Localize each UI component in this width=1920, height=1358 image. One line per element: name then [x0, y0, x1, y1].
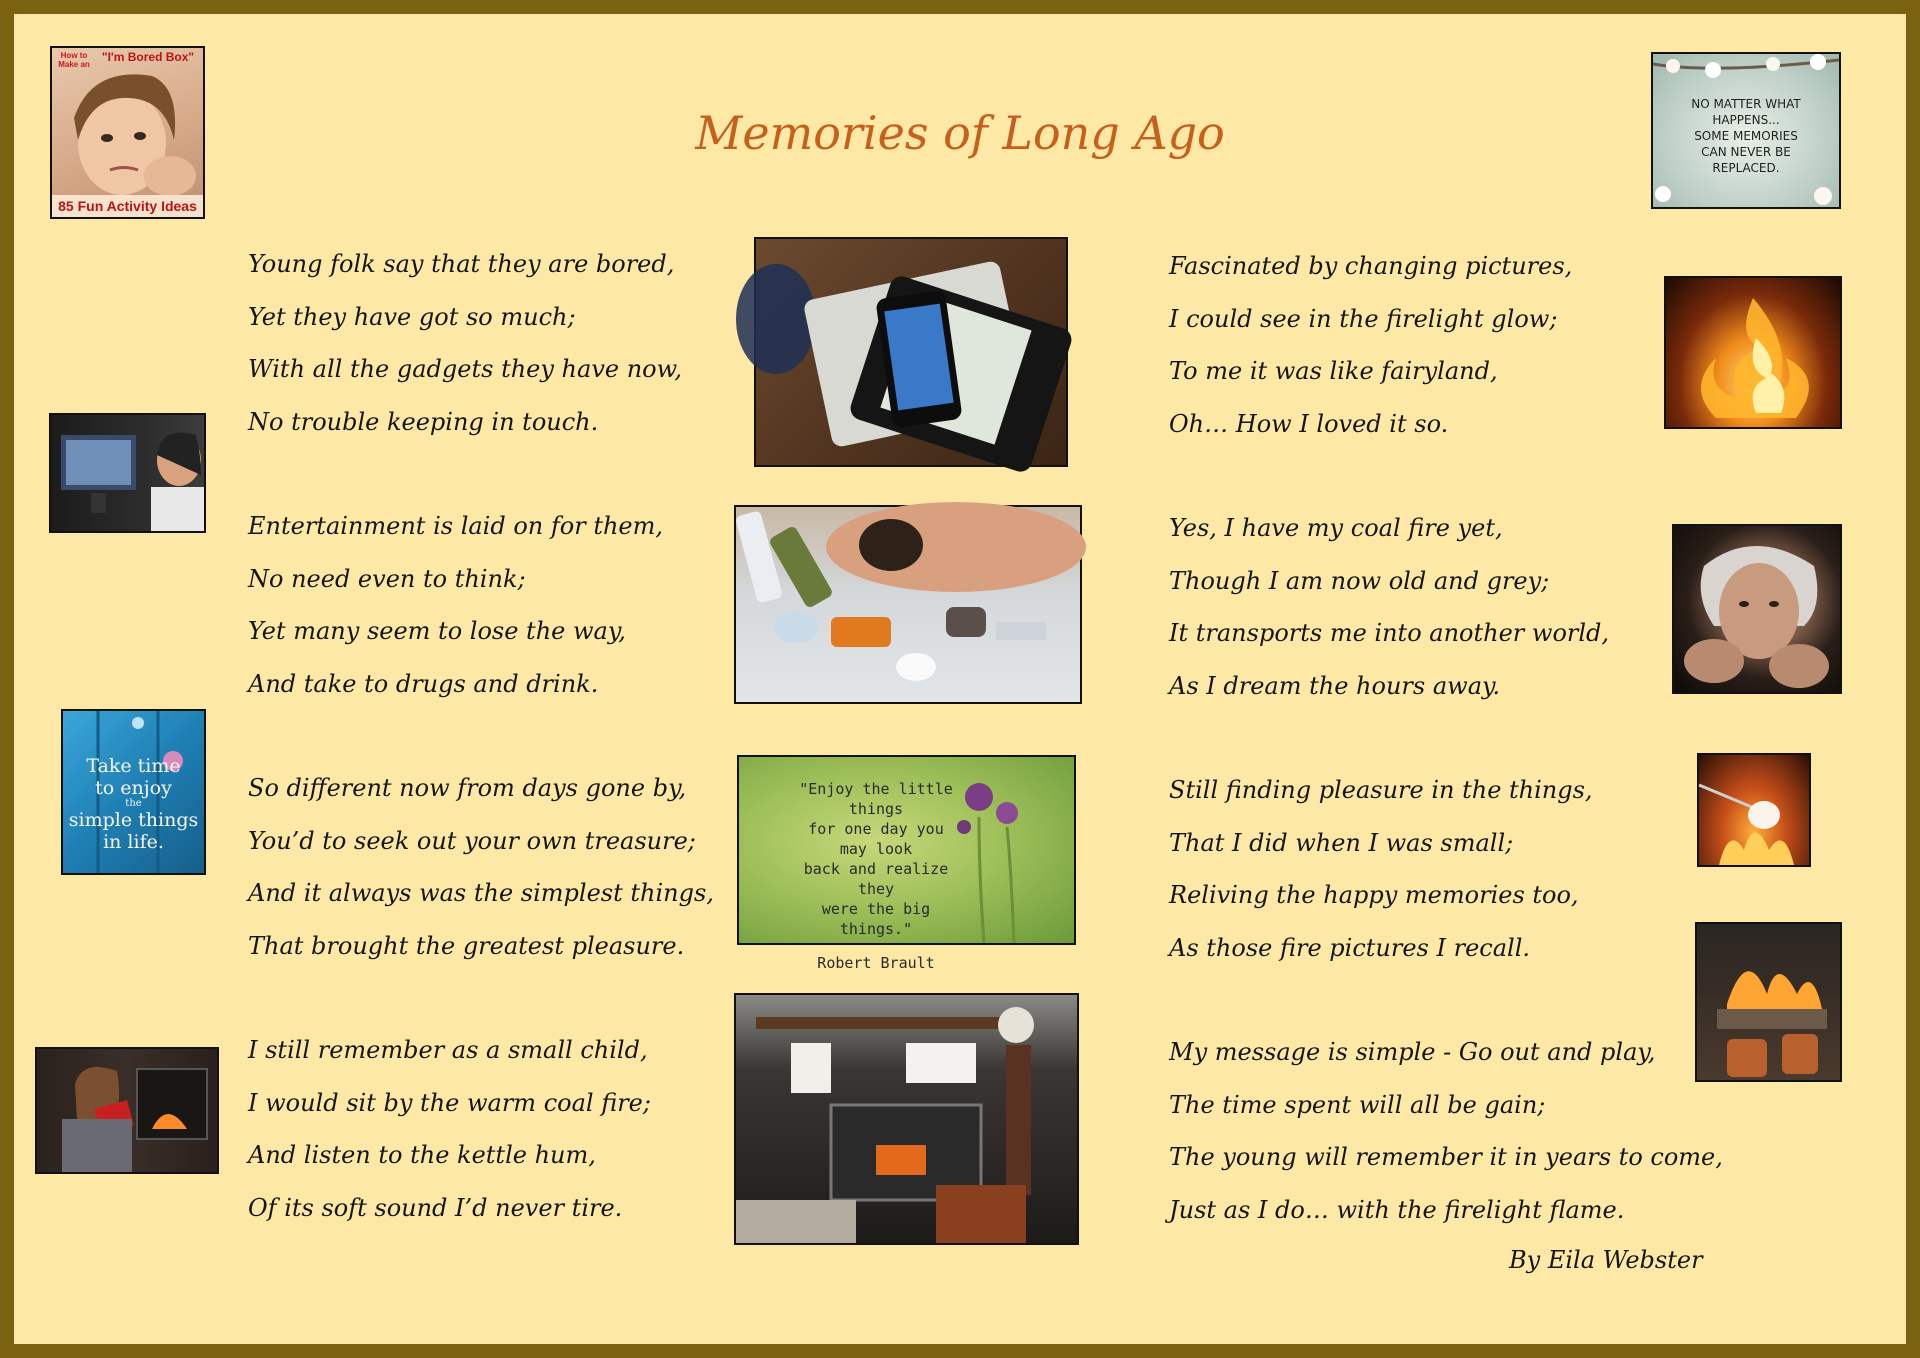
- stanza-right-3: [1169, 764, 1593, 974]
- poem-line: That brought the greatest pleasure.: [248, 931, 685, 960]
- poem-line: And it always was the simplest things,: [248, 879, 714, 907]
- stanza-left-3: [248, 762, 714, 972]
- poem-line: That I did when I was small;: [1169, 828, 1514, 857]
- quote-line: CAN NEVER BE: [1701, 145, 1791, 159]
- child-face-icon: [52, 48, 203, 217]
- quote-line: were the big things.": [821, 900, 931, 938]
- poem-line: I would sit by the warm coal fire;: [248, 1088, 651, 1117]
- stanza-left-4: [248, 1024, 651, 1234]
- poem-line: Oh… How I loved it so.: [1169, 409, 1449, 438]
- quote-line: REPLACED.: [1712, 161, 1780, 175]
- poem-line: No need even to think;: [248, 564, 526, 593]
- little-things-quote-text: [791, 779, 961, 973]
- stanza-right-1: [1169, 240, 1572, 450]
- poem-line: I could see in the firelight glow;: [1169, 304, 1558, 333]
- memories-quote-image: [1651, 52, 1841, 209]
- quote-line: for one day you may look: [808, 820, 944, 858]
- old-range-fireplace-photo: [734, 993, 1079, 1245]
- quote-line: back and realize they: [803, 860, 949, 898]
- poem-line: The time spent will all be gain;: [1169, 1090, 1546, 1119]
- computer-game-icon: [51, 415, 204, 531]
- quote-line: HAPPENS...: [1712, 113, 1780, 127]
- poem-line: And take to drugs and drink.: [248, 669, 599, 698]
- old-woman-photo: [1672, 524, 1842, 694]
- gamer-monitor-photo: [49, 413, 206, 533]
- sign-line: simple things: [68, 809, 199, 831]
- poem-line: So different now from days gone by,: [248, 774, 687, 802]
- poem-title: Memories of Long Ago: [695, 106, 1225, 160]
- poem-line: And listen to the kettle hum,: [248, 1141, 596, 1169]
- stanza-left-2: [248, 500, 663, 710]
- fireplace-mugs-photo: [1695, 922, 1842, 1082]
- poem-line: Just as I do… with the firelight flame.: [1169, 1195, 1625, 1224]
- poem-line: Entertainment is laid on for them,: [248, 512, 664, 540]
- smartphone-tablet-icon: [756, 239, 1066, 465]
- sign-line: Take time: [86, 755, 181, 777]
- quote-author: Robert Brault: [817, 954, 935, 972]
- poem-line: The young will remember it in years to come,: [1169, 1143, 1723, 1171]
- take-time-text: [63, 755, 204, 853]
- reading-book-icon: [37, 1049, 217, 1172]
- stanza-left-1: [248, 238, 682, 448]
- poem-line: As I dream the hours away.: [1169, 671, 1500, 700]
- drugs-drink-photo: [734, 505, 1082, 704]
- gadgets-photo: [754, 237, 1068, 467]
- poem-line: You’d to seek out your own treasure;: [248, 826, 696, 855]
- poem-line: Young folk say that they are bored,: [248, 250, 675, 278]
- stanza-right-4: [1169, 1026, 1723, 1236]
- quote-line: "Enjoy the little things: [799, 780, 953, 818]
- bored-box-caption-small: How to Make an: [58, 51, 90, 69]
- poem-line: Of its soft sound I’d never tire.: [248, 1193, 623, 1222]
- hot-mugs-icon: [1697, 924, 1840, 1080]
- poem-line: My message is simple - Go out and play,: [1169, 1038, 1656, 1066]
- bored-box-image: [50, 46, 205, 219]
- kitchen-range-icon: [736, 995, 1077, 1243]
- poem-line: Yet many seem to lose the way,: [248, 617, 626, 645]
- marshmallow-fire-photo: [1697, 753, 1811, 867]
- quote-line: NO MATTER WHAT: [1691, 97, 1801, 111]
- fire-flames-photo: [1664, 276, 1842, 429]
- author-byline: By Eila Webster: [1509, 1246, 1703, 1274]
- poem-line: No trouble keeping in touch.: [248, 407, 599, 436]
- poem-line: Fascinated by changing pictures,: [1169, 252, 1573, 280]
- sleeping-man-bottles-icon: [736, 507, 1080, 702]
- poem-line: It transports me into another world,: [1169, 619, 1610, 647]
- sign-line: to enjoy: [95, 777, 172, 799]
- poem-line: I still remember as a small child,: [248, 1036, 648, 1064]
- stanza-right-2: [1169, 502, 1609, 712]
- poem-line: Yes, I have my coal fire yet,: [1169, 514, 1503, 542]
- memories-quote-text: [1653, 96, 1839, 176]
- bored-box-caption-bottom: 85 Fun Activity Ideas: [52, 195, 203, 217]
- bored-box-caption-title: "I'm Bored Box": [101, 50, 195, 64]
- marshmallow-icon: [1699, 755, 1809, 865]
- quote-line: SOME MEMORIES: [1694, 129, 1798, 143]
- sign-line: the: [125, 798, 142, 809]
- poem-line: As those fire pictures I recall.: [1169, 933, 1531, 962]
- poem-line: With all the gadgets they have now,: [248, 355, 682, 383]
- poem-line: Still finding pleasure in the things,: [1169, 776, 1593, 804]
- take-time-image: [61, 709, 206, 875]
- flame-icon: [1666, 278, 1840, 427]
- poem-line: Reliving the happy memories too,: [1169, 881, 1579, 909]
- sign-line: in life.: [103, 831, 164, 853]
- poem-line: Yet they have got so much;: [248, 302, 576, 331]
- poem-line: To me it was like fairyland,: [1169, 357, 1498, 385]
- woman-face-icon: [1674, 526, 1840, 692]
- poem-line: Though I am now old and grey;: [1169, 566, 1550, 595]
- poem-page: [14, 14, 1906, 1344]
- little-things-quote-image: [737, 755, 1076, 972]
- girl-reading-photo: [35, 1047, 219, 1174]
